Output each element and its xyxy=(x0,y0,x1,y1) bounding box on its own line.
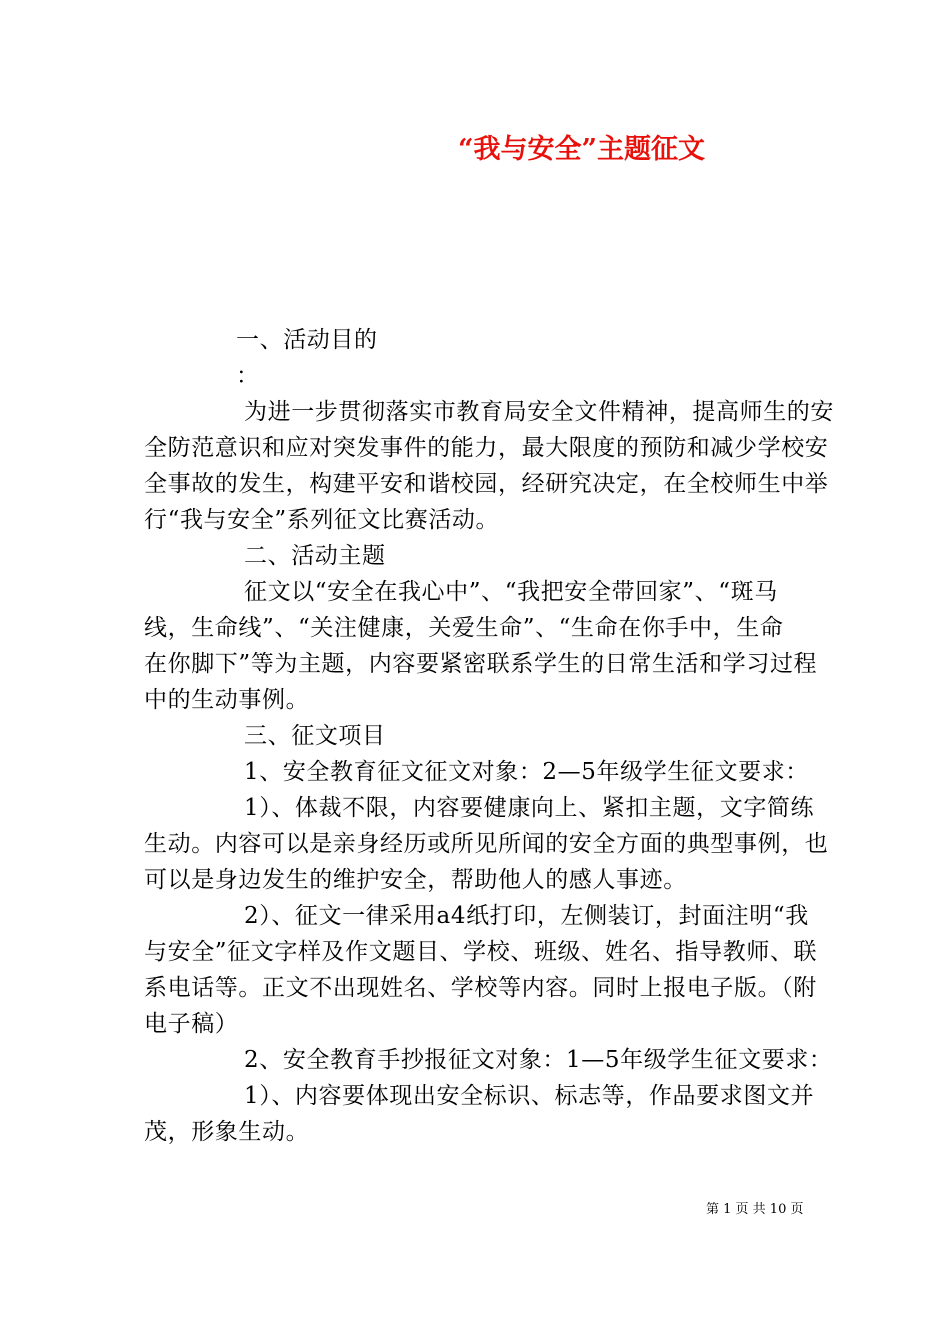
section-heading-projects: 三、征文项目 xyxy=(244,723,386,749)
paragraph-line: 全事故的发生，构建平安和谐校园，经研究决定，在全校师生中举 xyxy=(144,471,829,497)
paragraph-line: 2、安全教育手抄报征文对象：1—5年级学生征文要求： xyxy=(244,1047,833,1073)
paragraph-line: 2）、征文一律采用a4纸打印，左侧装订，封面注明“我 xyxy=(244,903,809,929)
paragraph-line: 为进一步贯彻落实市教育局安全文件精神，提高师生的安 xyxy=(244,399,834,425)
paragraph-line: 线，生命线”、“关注健康，关爱生命”、“生命在你手中，生命 xyxy=(144,615,784,641)
paragraph-line: 系电话等。正文不出现姓名、学校等内容。同时上报电子版。（附 xyxy=(144,975,817,1001)
section-heading-purpose: 一、活动目的 xyxy=(236,327,378,353)
paragraph-line: 可以是身边发生的维护安全，帮助他人的感人事迹。 xyxy=(144,867,687,893)
paragraph-line: 1）、体裁不限，内容要健康向上、紧扣主题，文字简练 xyxy=(244,795,815,821)
paragraph-line: 电子稿） xyxy=(144,1011,239,1037)
paragraph-line: 茂，形象生动。 xyxy=(144,1119,310,1145)
paragraph-line: 1、安全教育征文征文对象：2—5年级学生征文要求： xyxy=(244,759,809,785)
paragraph-line: 与安全”征文字样及作文题目、学校、班级、姓名、指导教师、联 xyxy=(144,939,818,965)
paragraph-line: ： xyxy=(236,363,260,389)
page-number-footer: 第 1 页 共 10 页 xyxy=(706,1202,804,1217)
section-heading-theme: 二、活动主题 xyxy=(244,543,386,569)
document-title: “我与安全”主题征文 xyxy=(458,134,706,165)
paragraph-line: 征文以“安全在我心中”、“我把安全带回家”、“斑马 xyxy=(244,579,778,605)
paragraph-line: 在你脚下”等为主题，内容要紧密联系学生的日常生活和学习过程 xyxy=(144,651,818,677)
paragraph-line: 生动。内容可以是亲身经历或所见所闻的安全方面的典型事例，也 xyxy=(144,831,829,857)
paragraph-line: 行“我与安全”系列征文比赛活动。 xyxy=(144,507,500,533)
paragraph-line: 1）、内容要体现出安全标识、标志等，作品要求图文并 xyxy=(244,1083,815,1109)
paragraph-line: 全防范意识和应对突发事件的能力，最大限度的预防和减少学校安 xyxy=(144,435,829,461)
paragraph-line: 中的生动事例。 xyxy=(144,687,310,713)
